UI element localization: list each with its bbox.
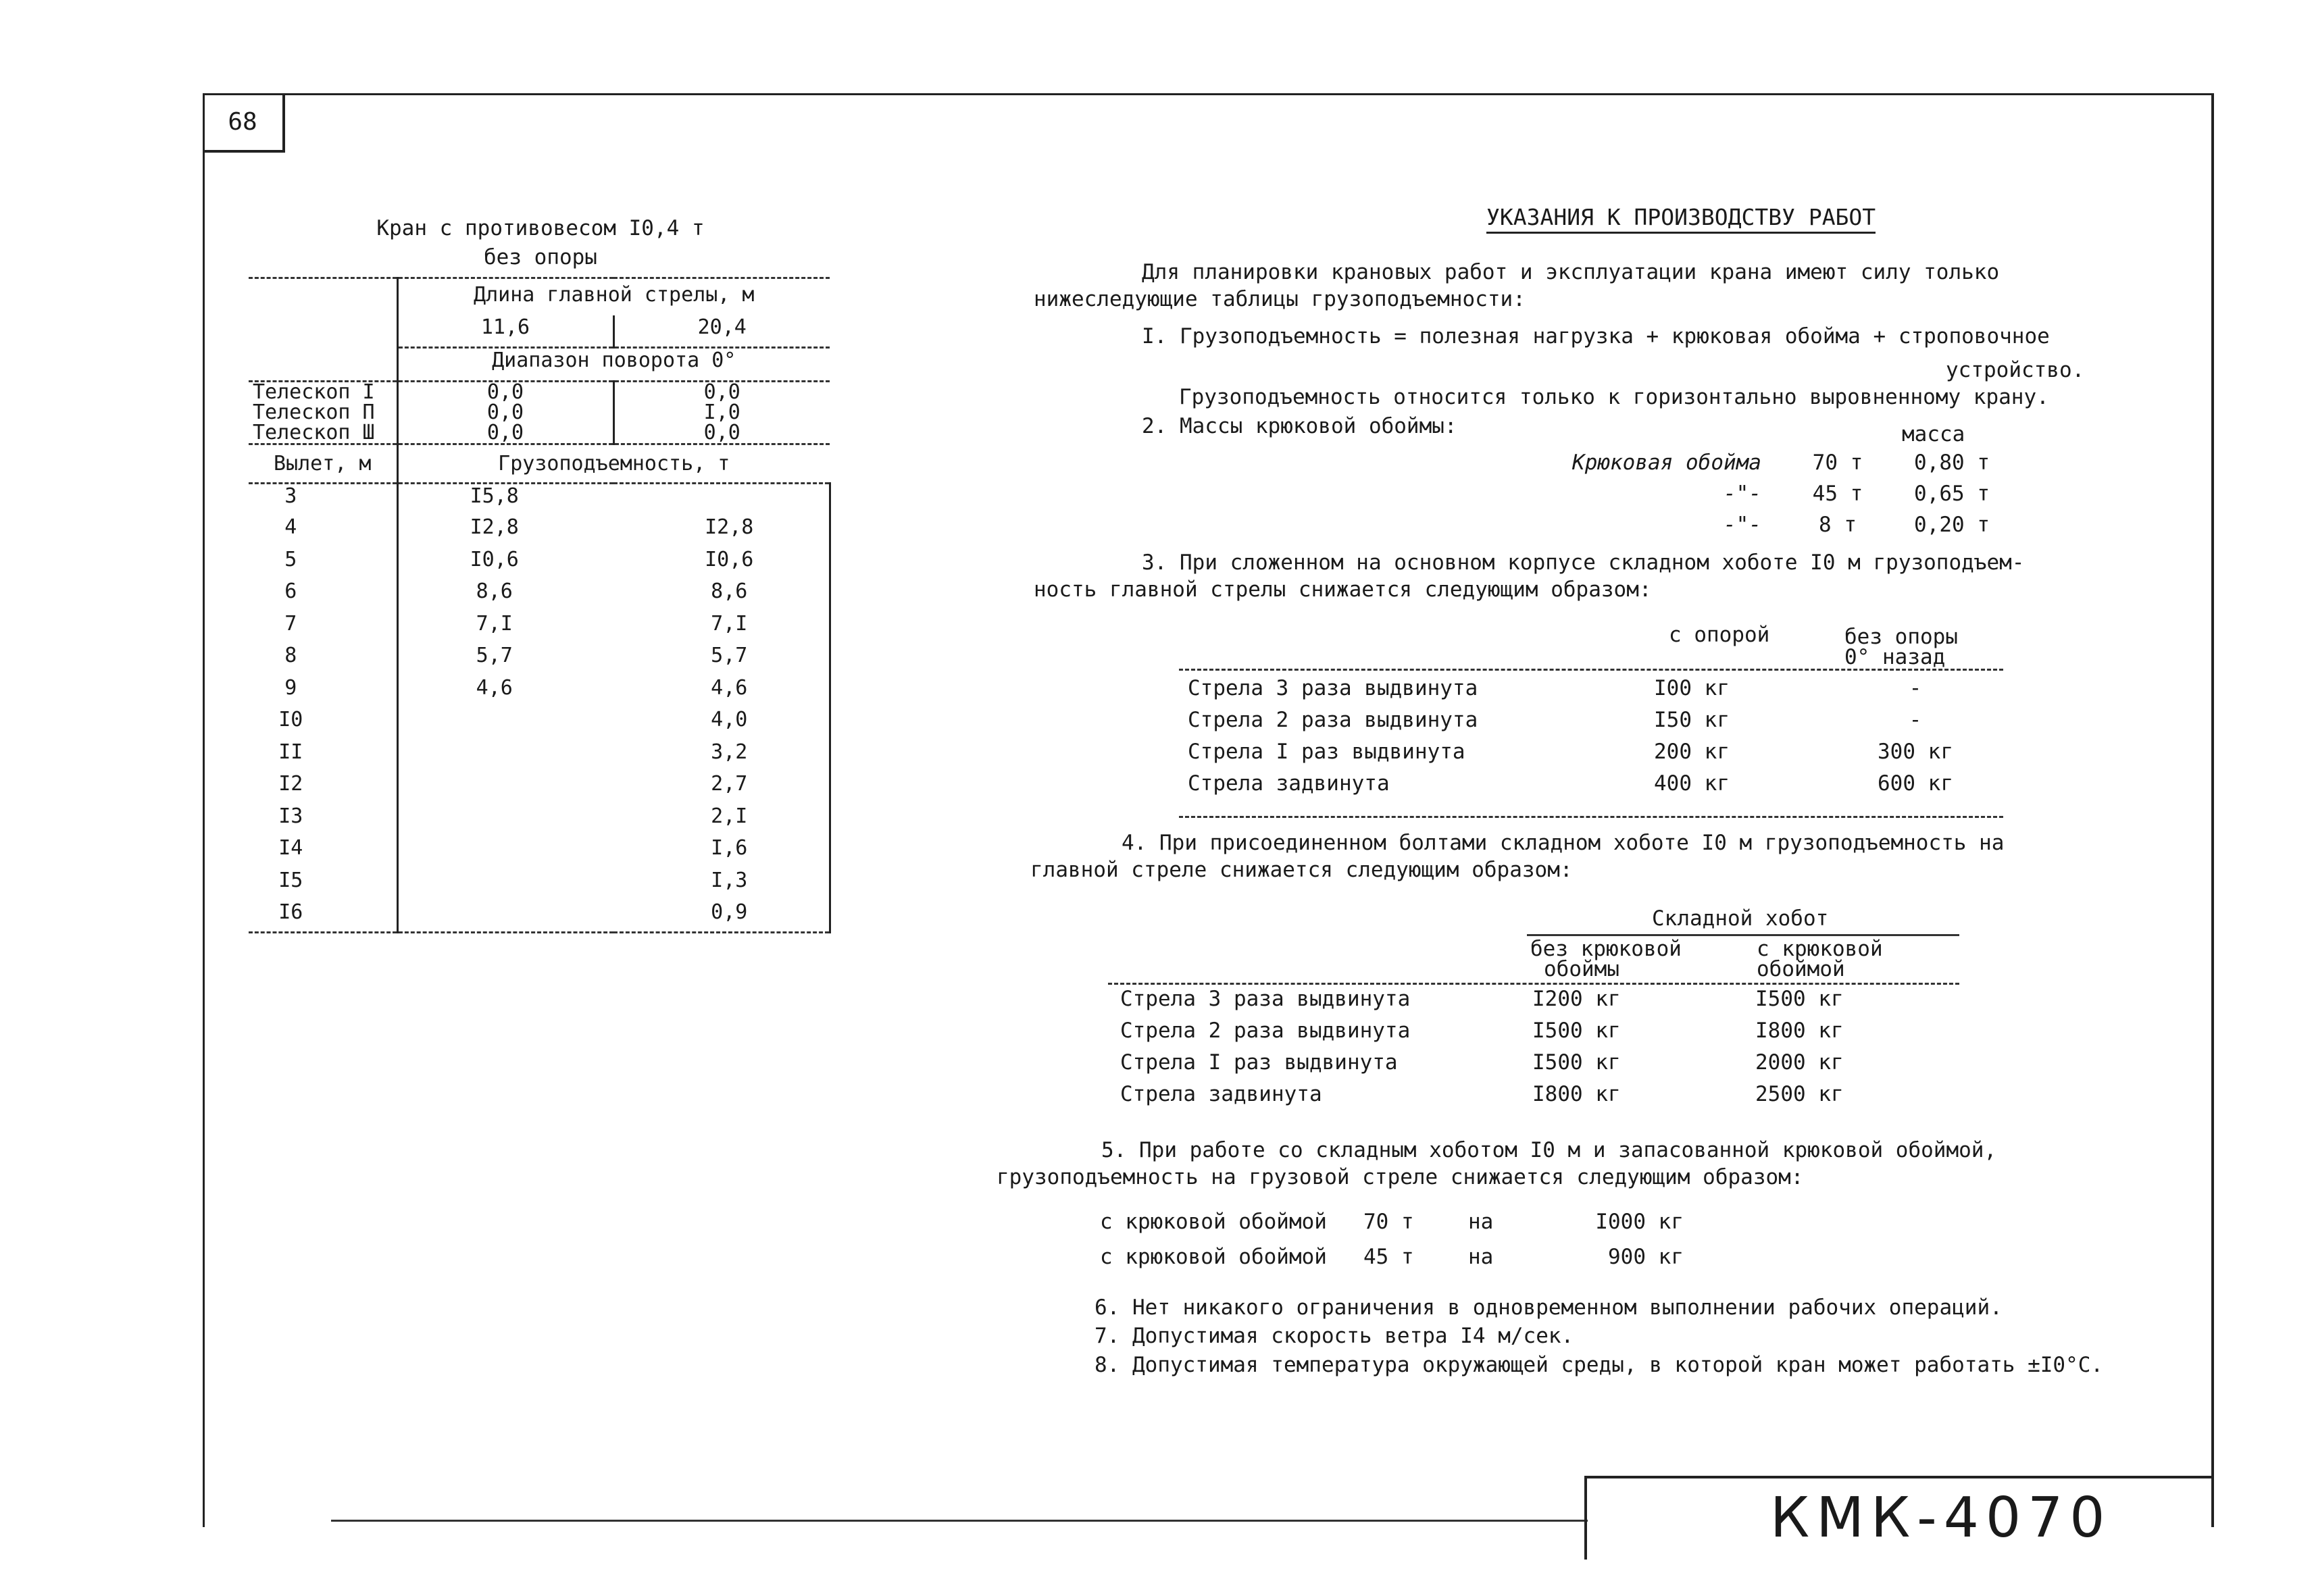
capacity-cell: [397, 900, 613, 933]
header-rotation: Диапазон поворота 0°: [397, 348, 830, 382]
col-group-jib: Складной хобот: [1652, 906, 1829, 931]
capacity-cell: 2,7: [613, 772, 830, 804]
value-with-hook: I800 кг: [1755, 1018, 1844, 1043]
rule: [1179, 816, 2003, 818]
instructions-title: УКАЗАНИЯ К ПРОИЗВОДСТВУ РАБОТ: [1486, 204, 1876, 234]
capacity-cell: 5,7: [476, 644, 513, 667]
paragraph-5: грузоподъемность на грузовой стреле снижается следующим образом:: [997, 1165, 1804, 1189]
preposition: на: [1468, 1210, 1494, 1234]
col-with-hook: с крюковой: [1757, 937, 1883, 961]
table-row: [1115, 1046, 1919, 1078]
table-row: [1182, 672, 1993, 704]
telescope-value: 0,0: [397, 382, 613, 403]
table-row: [1095, 1204, 1689, 1239]
col-capacity: Грузоподъемность, т: [397, 444, 830, 484]
row-label: с крюковой обоймой: [1100, 1245, 1327, 1269]
reduction-value: 900 кг: [1608, 1245, 1684, 1269]
row-label: Стрела задвинута: [1120, 1081, 1322, 1106]
reach-cell: I3: [249, 804, 397, 837]
telescope-label: Телескоп I: [249, 382, 397, 403]
capacity-cell: [397, 708, 613, 740]
hook-label: Крюковая обойма: [1572, 451, 1761, 475]
hook-mass-table: [1524, 447, 2044, 540]
paragraph-1: I. Грузоподъемность = полезная нагрузка + крюковая обойма + строповочное: [1142, 324, 2050, 349]
value-with-support: 400 кг: [1654, 771, 1730, 796]
capacity-cell: 8,6: [476, 580, 513, 603]
capacity-cell: [613, 484, 830, 516]
table-row: [1182, 767, 1993, 799]
hook-capacity: 70 т: [1363, 1210, 1414, 1234]
table-row: [1182, 736, 1993, 767]
table-row: [249, 869, 830, 901]
capacity-cell: 2,I: [613, 804, 830, 837]
row-label: Стрела задвинута: [1188, 771, 1390, 796]
capacity-cell: 0,9: [613, 900, 830, 933]
table-row: [1524, 509, 2044, 540]
value-no-hook: I500 кг: [1532, 1050, 1621, 1075]
reach-cell: I0: [249, 708, 397, 740]
table-row: [249, 676, 830, 709]
table-row: [1095, 1239, 1689, 1275]
capacity-cell: [397, 869, 613, 901]
paragraph-7: 7. Допустимая скорость ветра I4 м/сек.: [1095, 1324, 1574, 1348]
reach-cell: 4: [249, 515, 397, 548]
drawing-code: КМК-4070: [1770, 1486, 2112, 1550]
capacity-cell: I0,6: [613, 548, 830, 580]
row-label: Стрела I раз выдвинута: [1188, 739, 1465, 764]
capacity-cell: [397, 740, 613, 773]
reach-cell: 3: [249, 484, 397, 516]
table-row: [249, 644, 830, 676]
value-with-hook: I500 кг: [1755, 986, 1844, 1011]
value-with-support: 200 кг: [1654, 739, 1730, 764]
rule: [1527, 934, 1959, 936]
paragraph-3: ность главной стрелы снижается следующим образом:: [1034, 577, 1652, 602]
reach-cell: I4: [249, 836, 397, 869]
value-without-support: 300 кг: [1878, 739, 1953, 764]
col-with-support: с опорой: [1669, 623, 1770, 647]
reach-cell: 7: [249, 612, 397, 644]
table-row: [249, 740, 830, 773]
table-caption-sub: без опоры: [484, 245, 597, 269]
table-caption: Кран с противовесом I0,4 т: [376, 216, 705, 240]
reach-cell: 8: [249, 644, 397, 676]
capacity-cell: I,3: [613, 869, 830, 901]
hook-mass: 0,65 т: [1914, 482, 1990, 506]
hook-capacity: 45 т: [1363, 1245, 1414, 1269]
hook-mass: 0,20 т: [1914, 513, 1990, 537]
intro-line: Для планировки крановых работ и эксплуатации крана имеют силу только: [1142, 260, 2000, 284]
paragraph-1: устройство.: [1946, 358, 2085, 382]
paragraph-6: 6. Нет никакого ограничения в одновременном выполнении рабочих операций.: [1095, 1295, 2003, 1320]
telescope-value: 0,0: [613, 423, 830, 444]
reach-cell: 9: [249, 676, 397, 709]
table-row: [249, 900, 830, 933]
capacity-cell: I2,8: [613, 515, 830, 548]
paragraph-3: 3. При сложенном на основном корпусе складном хоботе I0 м грузоподъем-: [1142, 550, 2025, 575]
boom-length-b: 20,4: [613, 315, 830, 348]
capacity-cell: [397, 804, 613, 837]
paragraph-5: 5. При работе со складным хоботом I0 м и запасованной крюковой обоймой,: [1101, 1138, 1997, 1162]
hook-reduction-table: [1095, 1204, 1689, 1275]
value-no-hook: I800 кг: [1532, 1081, 1621, 1106]
boom-length-a: 11,6: [397, 315, 613, 348]
reach-cell: I6: [249, 900, 397, 933]
hook-label: -"-: [1724, 513, 1761, 537]
value-with-support: I50 кг: [1654, 707, 1730, 732]
paragraph-1: Грузоподъемность относится только к горизонтально выровненному крану.: [1179, 385, 2049, 409]
value-with-hook: 2500 кг: [1755, 1081, 1844, 1106]
col-no-hook: без крюковой: [1530, 937, 1682, 961]
value-without-support: -: [1909, 675, 1922, 700]
page-number: 68: [203, 93, 285, 153]
capacity-cell: 4,6: [476, 675, 513, 700]
capacity-cell: 3,2: [613, 740, 830, 773]
col-reach: Вылет, м: [249, 444, 397, 484]
table-row: [1182, 704, 1993, 736]
col-no-hook-sub: обоймы: [1544, 957, 1619, 981]
table-row: [249, 836, 830, 869]
bottom-rule: [331, 1520, 1588, 1522]
folded-jib-table: [1182, 672, 1993, 799]
capacity-cell: 5,7: [613, 644, 830, 676]
value-without-support: -: [1909, 707, 1922, 732]
table-row: [249, 580, 830, 612]
value-without-support: 600 кг: [1878, 771, 1953, 796]
reduction-value: I000 кг: [1595, 1210, 1684, 1234]
table-row: [1115, 983, 1919, 1014]
telescope-label: Телескоп Ш: [249, 423, 397, 444]
capacity-cell: 4,0: [613, 708, 830, 740]
bolted-jib-table: [1115, 983, 1919, 1110]
row-label: Стрела 2 раза выдвинута: [1120, 1018, 1411, 1043]
telescope-label: Телескоп П: [249, 403, 397, 423]
capacity-cell: [397, 836, 613, 869]
row-label: Стрела I раз выдвинута: [1120, 1050, 1398, 1075]
capacity-cell: I5,8: [470, 484, 519, 508]
table-row: [1115, 1014, 1919, 1046]
row-label: с крюковой обоймой: [1100, 1210, 1327, 1234]
rule: [1179, 669, 2003, 671]
capacity-cell: [397, 772, 613, 804]
table-row: [249, 612, 830, 644]
row-label: Стрела 3 раза выдвинута: [1120, 986, 1411, 1011]
table-row: [249, 708, 830, 740]
capacity-cell: I0,6: [470, 547, 519, 571]
reach-cell: I2: [249, 772, 397, 804]
row-label: Стрела 3 раза выдвинута: [1188, 675, 1478, 700]
hook-capacity: 70 т: [1812, 451, 1863, 475]
hook-capacity: 8 т: [1819, 513, 1857, 537]
reach-cell: II: [249, 740, 397, 773]
load-capacity-table: [249, 277, 831, 933]
value-no-hook: I200 кг: [1532, 986, 1621, 1011]
table-row: [1524, 478, 2044, 509]
telescope-value: 0,0: [397, 403, 613, 423]
value-with-hook: 2000 кг: [1755, 1050, 1844, 1075]
paragraph-4: главной стреле снижается следующим образом:: [1030, 858, 1573, 882]
table-row: [1115, 1078, 1919, 1110]
hook-capacity: 45 т: [1812, 482, 1863, 506]
preposition: на: [1468, 1245, 1494, 1269]
hook-label: -"-: [1724, 482, 1761, 506]
table-row: [249, 804, 830, 837]
table-row: [249, 484, 830, 516]
table-row: [249, 772, 830, 804]
capacity-cell: 7,I: [613, 612, 830, 644]
telescope-value: 0,0: [703, 380, 740, 404]
value-no-hook: I500 кг: [1532, 1018, 1621, 1043]
telescope-value: I,0: [703, 401, 740, 424]
col-without-support: без опоры: [1844, 625, 1958, 649]
header-boom-length: Длина главной стрелы, м: [397, 278, 830, 316]
value-with-support: I00 кг: [1654, 675, 1730, 700]
capacity-cell: I,6: [613, 836, 830, 869]
hook-mass: 0,80 т: [1914, 451, 1990, 475]
reach-cell: I5: [249, 869, 397, 901]
intro-line: нижеследующие таблицы грузоподъемности:: [1034, 287, 1526, 311]
reach-cell: 6: [249, 580, 397, 612]
col-without-support-sub: 0° назад: [1844, 645, 1946, 669]
capacity-cell: 4,6: [613, 676, 830, 709]
paragraph-4: 4. При присоединенном болтами складном хоботе I0 м грузоподъемность на: [1122, 831, 2005, 855]
capacity-cell: 7,I: [476, 611, 513, 636]
paragraph-2: 2. Массы крюковой обоймы:: [1142, 414, 1457, 438]
row-label: Стрела 2 раза выдвинута: [1188, 707, 1478, 732]
col-with-hook-sub: обоймой: [1757, 957, 1845, 981]
table-row: [249, 515, 830, 548]
capacity-cell: 8,6: [613, 580, 830, 612]
table-row: [1524, 447, 2044, 478]
mass-header: масса: [1902, 422, 1965, 446]
table-row: [249, 548, 830, 580]
reach-cell: 5: [249, 548, 397, 580]
telescope-value: 0,0: [397, 423, 613, 444]
capacity-cell: I2,8: [470, 515, 519, 539]
paragraph-8: 8. Допустимая температура окружающей среды, в которой кран может работать ±I0°C.: [1095, 1353, 2104, 1377]
table-corner: [249, 278, 397, 382]
